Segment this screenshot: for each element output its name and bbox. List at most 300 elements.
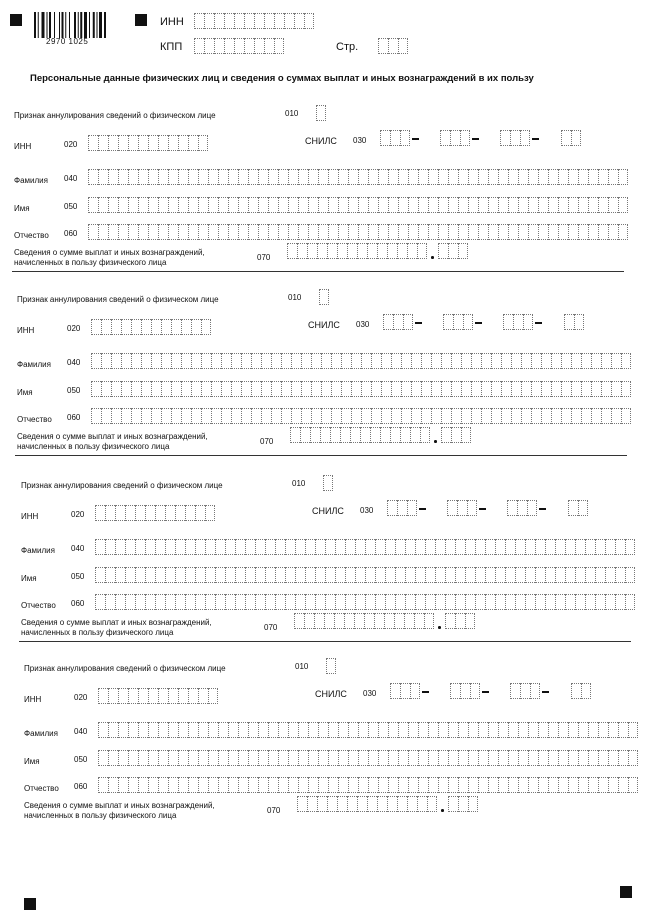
payments-decimal-field[interactable] [441,427,471,443]
form-title: Персональные данные физических лиц и сведения о суммах выплат и иных вознаграждений в их пользу [30,73,534,84]
char-cell [461,381,471,397]
inn-code: 020 [64,140,78,149]
char-cell [458,224,468,240]
char-cell [548,777,558,793]
char-cell [358,722,368,738]
barcode-bar [54,12,55,38]
char-cell [138,224,148,240]
payments-decimal-field[interactable] [445,613,475,629]
char-cell [565,594,575,610]
char-cell [501,408,511,424]
char-cell [398,722,408,738]
char-cell [181,353,191,369]
char-cell [225,539,235,555]
surname-field[interactable] [95,539,635,555]
char-cell [145,505,155,521]
char-cell [398,38,408,54]
surname-field[interactable] [88,169,628,185]
char-cell [588,224,598,240]
char-cell [108,688,118,704]
patronymic-code: 060 [64,229,78,238]
char-cell [251,381,261,397]
char-cell [388,224,398,240]
char-cell [431,408,441,424]
char-cell [278,169,288,185]
char-cell [515,539,525,555]
char-cell [451,381,461,397]
char-cell [478,224,488,240]
annul-code: 010 [285,109,299,118]
char-cell [507,500,517,516]
char-cell [360,427,370,443]
char-cell [460,683,470,699]
char-cell [294,13,304,29]
char-cell [248,722,258,738]
snils-group-4[interactable] [568,500,588,516]
char-cell [304,613,314,629]
char-cell [281,353,291,369]
char-cell [401,353,411,369]
snils-separator [482,691,489,693]
char-cell [324,613,334,629]
char-cell [175,567,185,583]
char-cell [295,567,305,583]
patronymic-field[interactable] [98,777,638,793]
char-cell [291,381,301,397]
char-cell [208,722,218,738]
char-cell [508,722,518,738]
snils-group-2[interactable] [440,130,470,146]
snils-group-3[interactable] [507,500,537,516]
snils-group-2[interactable] [443,314,473,330]
char-cell [398,169,408,185]
char-cell [275,539,285,555]
char-cell [218,197,228,213]
char-cell [365,567,375,583]
char-cell [135,594,145,610]
char-cell [591,353,601,369]
char-cell [548,722,558,738]
char-cell [463,314,473,330]
char-cell [328,197,338,213]
char-cell [377,796,387,812]
annul-field[interactable] [319,289,329,305]
annul-field[interactable] [323,475,333,491]
header-inn-field[interactable] [194,13,314,29]
char-cell [448,796,458,812]
surname-field[interactable] [98,722,638,738]
char-cell [138,169,148,185]
char-cell [551,408,561,424]
section-divider [15,455,627,456]
snils-group-1[interactable] [380,130,410,146]
annul-field[interactable] [316,105,326,121]
payments-label-line2: начисленных в пользу физического лица [14,258,167,267]
char-cell [317,243,327,259]
char-cell [458,169,468,185]
char-cell [588,197,598,213]
char-cell [518,197,528,213]
char-cell [488,777,498,793]
payments-integer-field[interactable] [297,796,437,812]
char-cell [138,135,148,151]
char-cell [351,381,361,397]
char-cell [254,38,264,54]
char-cell [328,224,338,240]
inn-label: ИНН [24,695,42,704]
inn-field[interactable] [88,135,208,151]
char-cell [618,197,628,213]
inn-field[interactable] [98,688,218,704]
snils-label: СНИЛС [315,689,347,699]
char-cell [158,722,168,738]
char-cell [175,539,185,555]
inn-field[interactable] [91,319,211,335]
char-cell [191,408,201,424]
char-cell [405,567,415,583]
char-cell [495,539,505,555]
barcode-bar [69,12,70,38]
annul-code: 010 [295,662,309,671]
patronymic-code: 060 [74,782,88,791]
char-cell [271,353,281,369]
snils-label: СНИЛС [312,506,344,516]
char-cell [108,169,118,185]
char-cell [128,224,138,240]
char-cell [375,539,385,555]
char-cell [354,613,364,629]
char-cell [375,594,385,610]
patronymic-label: Отчество [17,415,52,424]
char-cell [541,408,551,424]
char-cell [415,567,425,583]
snils-group-1[interactable] [387,500,417,516]
char-cell [571,353,581,369]
char-cell [478,722,488,738]
char-cell [608,169,618,185]
char-cell [425,567,435,583]
char-cell [275,594,285,610]
char-cell [571,683,581,699]
char-cell [350,427,360,443]
page-number-field[interactable] [378,38,408,54]
char-cell [438,169,448,185]
char-cell [118,169,128,185]
char-cell [315,539,325,555]
char-cell [205,567,215,583]
char-cell [615,567,625,583]
payments-decimal-field[interactable] [438,243,468,259]
char-cell [121,408,131,424]
char-cell [315,567,325,583]
char-cell [208,224,218,240]
char-cell [578,777,588,793]
inn-code: 020 [74,693,88,702]
char-cell [448,777,458,793]
patronymic-field[interactable] [88,224,628,240]
char-cell [298,169,308,185]
char-cell [455,539,465,555]
char-cell [511,381,521,397]
char-cell [378,777,388,793]
char-cell [508,169,518,185]
char-cell [101,319,111,335]
snils-code: 030 [356,320,370,329]
payments-integer-field[interactable] [294,613,434,629]
surname-label: Фамилия [17,360,51,369]
char-cell [388,722,398,738]
char-cell [508,197,518,213]
char-cell [178,224,188,240]
header-kpp-field[interactable] [194,38,284,54]
inn-field[interactable] [95,505,215,521]
name-field[interactable] [91,381,631,397]
char-cell [294,613,304,629]
char-cell [581,683,591,699]
char-cell [319,289,329,305]
char-cell [298,722,308,738]
char-cell [301,381,311,397]
payments-integer-field[interactable] [287,243,427,259]
char-cell [145,567,155,583]
char-cell [98,224,108,240]
char-cell [417,243,427,259]
char-cell [435,567,445,583]
char-cell [548,197,558,213]
char-cell [311,353,321,369]
name-label: Имя [14,204,30,213]
char-cell [418,197,428,213]
char-cell [131,353,141,369]
char-cell [608,750,618,766]
char-cell [251,353,261,369]
char-cell [368,722,378,738]
char-cell [318,224,328,240]
char-cell [165,594,175,610]
char-cell [498,722,508,738]
snils-separator [419,508,426,510]
char-cell [418,750,428,766]
char-cell [371,408,381,424]
char-cell [448,169,458,185]
char-cell [205,505,215,521]
char-cell [330,427,340,443]
snils-group-3[interactable] [510,683,540,699]
char-cell [91,319,101,335]
char-cell [377,243,387,259]
snils-group-4[interactable] [571,683,591,699]
name-code: 050 [71,572,85,581]
char-cell [528,722,538,738]
char-cell [198,722,208,738]
snils-group-3[interactable] [500,130,530,146]
char-cell [298,197,308,213]
inn-label: ИНН [14,142,32,151]
char-cell [198,197,208,213]
char-cell [571,381,581,397]
patronymic-field[interactable] [91,408,631,424]
char-cell [278,750,288,766]
char-cell [618,750,628,766]
char-cell [258,722,268,738]
char-cell [327,243,337,259]
char-cell [408,722,418,738]
name-field[interactable] [98,750,638,766]
char-cell [264,13,274,29]
name-code: 050 [64,202,78,211]
char-cell [225,594,235,610]
char-cell [178,688,188,704]
name-field[interactable] [95,567,635,583]
snils-group-1[interactable] [390,683,420,699]
payments-label-line1: Сведения о сумме выплат и иных вознаграждений, [24,801,215,810]
char-cell [400,683,410,699]
char-cell [323,475,333,491]
char-cell [428,777,438,793]
name-field[interactable] [88,197,628,213]
char-cell [135,539,145,555]
snils-separator [542,691,549,693]
char-cell [625,539,635,555]
char-cell [168,135,178,151]
char-cell [498,777,508,793]
char-cell [465,539,475,555]
char-cell [148,135,158,151]
payments-integer-field[interactable] [290,427,430,443]
char-cell [317,796,327,812]
char-cell [595,539,605,555]
page-label: Стр. [336,41,359,53]
char-cell [508,777,518,793]
char-cell [565,567,575,583]
char-cell [195,539,205,555]
char-cell [408,224,418,240]
char-cell [390,427,400,443]
char-cell [131,408,141,424]
char-cell [261,408,271,424]
char-cell [598,169,608,185]
char-cell [208,750,218,766]
char-cell [397,500,407,516]
snils-group-4[interactable] [561,130,581,146]
char-cell [568,777,578,793]
char-cell [268,750,278,766]
char-cell [535,539,545,555]
char-cell [407,796,417,812]
char-cell [185,567,195,583]
char-cell [228,750,238,766]
char-cell [578,500,588,516]
inn-label: ИНН [17,326,35,335]
char-cell [500,130,510,146]
char-cell [528,777,538,793]
snils-group-2[interactable] [450,683,480,699]
char-cell [228,169,238,185]
char-cell [458,796,468,812]
char-cell [618,224,628,240]
surname-field[interactable] [91,353,631,369]
char-cell [541,353,551,369]
char-cell [375,567,385,583]
snils-label: СНИЛС [308,320,340,330]
char-cell [357,796,367,812]
char-cell [308,777,318,793]
char-cell [101,381,111,397]
char-cell [228,722,238,738]
patronymic-field[interactable] [95,594,635,610]
snils-group-1[interactable] [383,314,413,330]
char-cell [148,197,158,213]
char-cell [394,613,404,629]
char-cell [448,224,458,240]
char-cell [367,796,377,812]
char-cell [475,567,485,583]
char-cell [338,777,348,793]
char-cell [578,750,588,766]
char-cell [347,243,357,259]
char-cell [158,197,168,213]
char-cell [241,408,251,424]
char-cell [108,224,118,240]
char-cell [244,38,254,54]
snils-group-2[interactable] [447,500,477,516]
char-cell [501,353,511,369]
char-cell [238,750,248,766]
patronymic-label: Отчество [21,601,56,610]
inn-code: 020 [67,324,81,333]
char-cell [415,594,425,610]
char-cell [181,408,191,424]
char-cell [128,777,138,793]
snils-group-4[interactable] [564,314,584,330]
payments-decimal-field[interactable] [448,796,478,812]
char-cell [327,796,337,812]
snils-group-3[interactable] [503,314,533,330]
payments-label-line1: Сведения о сумме выплат и иных вознаграждений, [17,432,208,441]
char-cell [564,314,574,330]
char-cell [398,224,408,240]
char-cell [95,567,105,583]
char-cell [435,594,445,610]
char-cell [191,319,201,335]
snils-separator [532,138,539,140]
char-cell [148,722,158,738]
char-cell [155,594,165,610]
char-cell [355,539,365,555]
char-cell [551,353,561,369]
char-cell [380,427,390,443]
char-cell [158,777,168,793]
char-cell [321,408,331,424]
char-cell [441,381,451,397]
annul-field[interactable] [326,658,336,674]
char-cell [615,594,625,610]
char-cell [521,353,531,369]
char-cell [168,169,178,185]
char-cell [141,319,151,335]
char-cell [598,224,608,240]
char-cell [278,224,288,240]
char-cell [251,408,261,424]
char-cell [88,135,98,151]
char-cell [264,38,274,54]
char-cell [460,130,470,146]
char-cell [468,722,478,738]
char-cell [91,381,101,397]
char-cell [155,505,165,521]
char-cell [481,381,491,397]
char-cell [208,688,218,704]
